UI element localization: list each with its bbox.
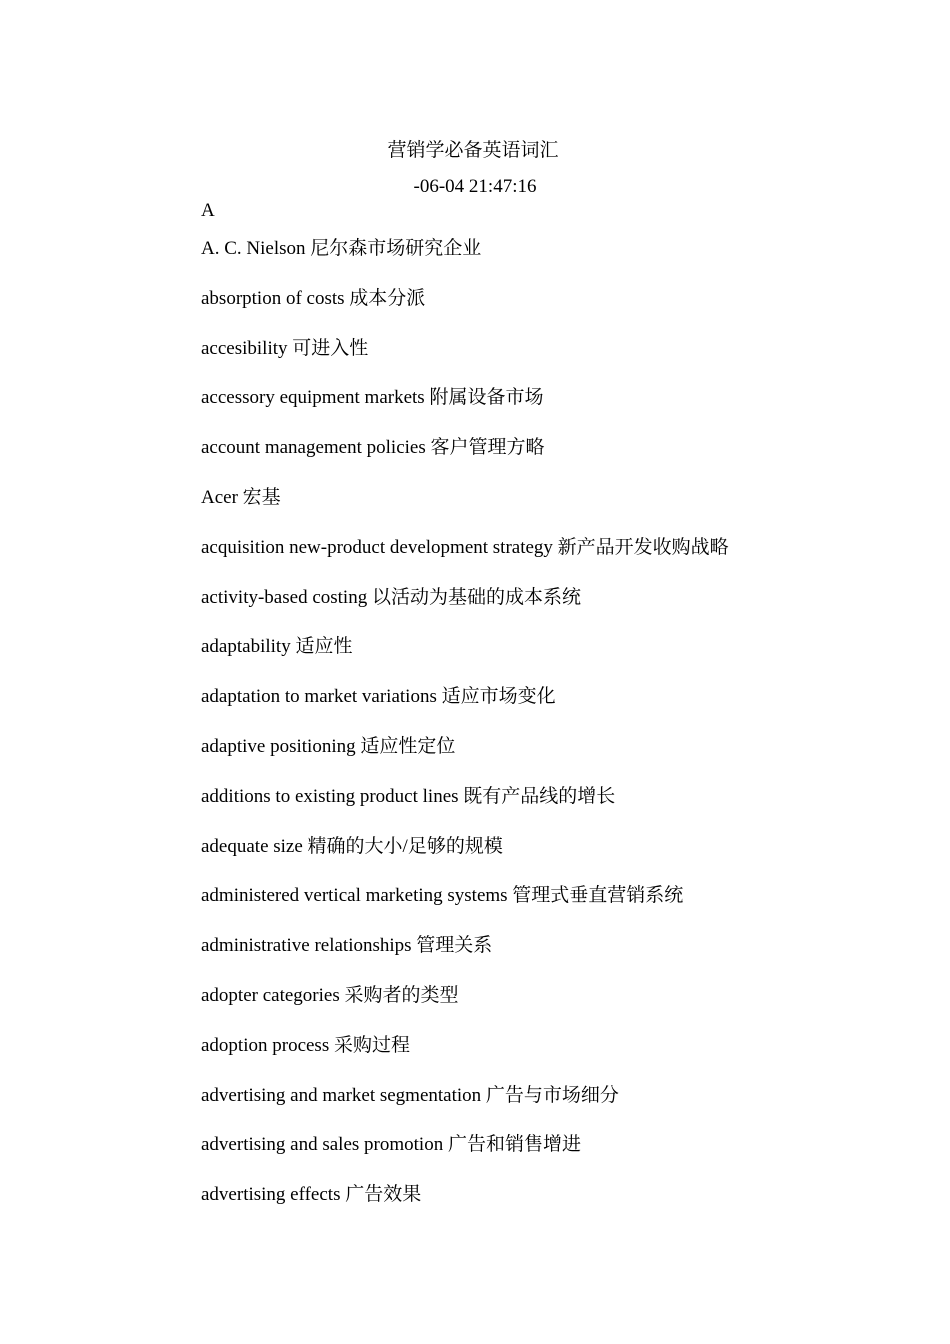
glossary-entry: A. C. Nielson 尼尔森市场研究企业	[201, 238, 482, 259]
glossary-entry: accessory equipment markets 附属设备市场	[201, 387, 544, 409]
glossary-entry: acquisition new-product development strategy 新产品开发收购战略	[201, 536, 729, 558]
glossary-entry: advertising and sales promotion 广告和销售增进	[201, 1134, 581, 1156]
section-letter: A	[201, 200, 215, 221]
glossary-entry: additions to existing product lines 既有产品线的增长	[201, 785, 616, 807]
glossary-entry: adaptation to market variations 适应市场变化	[201, 686, 556, 708]
glossary-entry: account management policies 客户管理方略	[201, 437, 545, 459]
glossary-entry: advertising and market segmentation 广告与市场细分	[201, 1084, 619, 1106]
glossary-entry: administered vertical marketing systems 管理式垂直营销系统	[201, 885, 684, 907]
glossary-entry: adequate size 精确的大小/足够的规模	[201, 835, 503, 857]
glossary-entry: adoption process 采购过程	[201, 1034, 410, 1056]
glossary-entry: adaptability 适应性	[201, 636, 353, 658]
glossary-entry: adaptive positioning 适应性定位	[201, 735, 456, 757]
glossary-entry: advertising effects 广告效果	[201, 1184, 422, 1206]
glossary-entry: administrative relationships 管理关系	[201, 935, 493, 957]
glossary-entry: activity-based costing 以活动为基础的成本系统	[201, 586, 581, 608]
glossary-list	[201, 237, 821, 1233]
glossary-entry: adopter categories 采购者的类型	[201, 984, 459, 1006]
document-date: -06-04 21:47:16	[413, 176, 537, 197]
glossary-entry: accesibility 可进入性	[201, 337, 369, 359]
glossary-entry: Acer 宏基	[201, 486, 281, 508]
document-title: 营销学必备英语词汇	[387, 140, 559, 161]
glossary-entry: absorption of costs 成本分派	[201, 287, 426, 309]
